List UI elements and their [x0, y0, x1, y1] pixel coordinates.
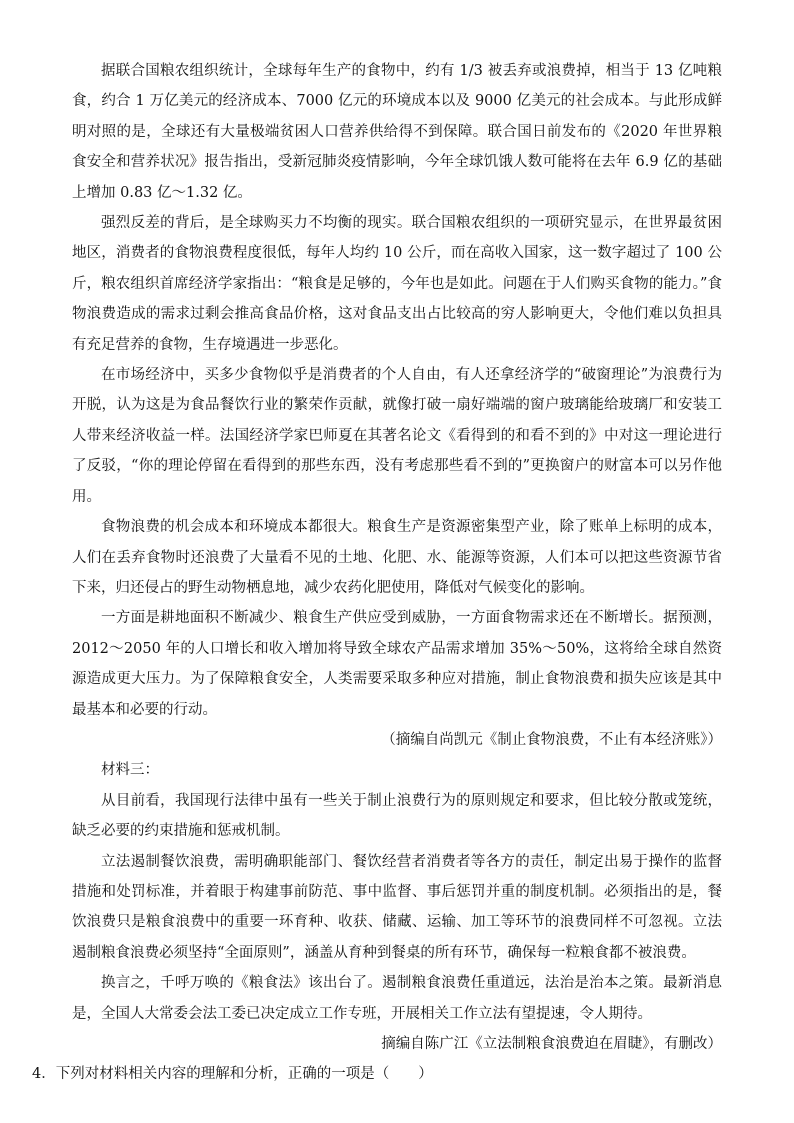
- paragraph: 食物浪费的机会成本和环境成本都很大。粮食生产是资源密集型产业，除了账单上标明的成本，人们在丢弃食物时还浪费了大量看不见的土地、化肥、水、能源等资源，人们本可以把这些资源节省下来，归还侵占的野生动物栖息地，减少农药化肥使用，降低对气候变化的影响。: [72, 519, 722, 596]
- section-label: 材料三：: [101, 762, 159, 779]
- paragraph: 据联合国粮农组织统计，全球每年生产的食物中，约有 1/3 被丢弃或浪费掉，相当于 13 亿吨粮食，约合 1 万亿美元的经济成本、7000 亿元的环境成本以及 9000 亿美元的社会成本。与此形成鲜明对照的是，全球还有大量极端贫困人口营养供给得不到保障。联合国日前发布的《2020 年世界粮食安全和营养状况》报告指出，受新冠肺炎疫情影响，今年全球饥饿人数可能将在去年 6.9 亿的基础上增加 0.83 亿～1.32 亿。: [72, 63, 722, 201]
- document-body: [32, 56, 722, 1090]
- question-stem: 4．下列对材料相关内容的理解和分析，正确的一项是（ ）: [32, 1066, 433, 1083]
- source-citation: （摘编自尚凯元《制止食物浪费，不止有本经济账》）: [381, 731, 722, 748]
- paragraph: 在市场经济中，买多少食物似乎是消费者的个人自由，有人还拿经济学的“破窗理论”为浪费行为开脱，认为这是为食品餐饮行业的繁荣作贡献，就像打破一扇好端端的窗户玻璃能给玻璃厂和安装工人带来经济收益一样。法国经济学家巴师夏在其著名论文《看得到的和看不到的》中对这一理论进行了反驳，“你的理论停留在看得到的那些东西，没有考虑那些看不到的”更换窗户的财富本可以另作他用。: [72, 367, 722, 505]
- paragraph: 立法遏制餐饮浪费，需明确职能部门、餐饮经营者消费者等各方的责任，制定出易于操作的监督措施和处罚标准，并着眼于构建事前防范、事中监督、事后惩罚并重的制度机制。必须指出的是，餐饮浪费只是粮食浪费中的重要一环育种、收获、储藏、运输、加工等环节的浪费同样不可忽视。立法遏制粮食浪费必须坚持“全面原则”，涵盖从育种到餐桌的所有环节，确保每一粒粮食都不被浪费。: [72, 853, 722, 961]
- source-citation: 摘编自陈广江《立法制粮食浪费迫在眉睫》，有删改）: [381, 1036, 722, 1052]
- paragraph: 换言之，千呼万唤的《粮食法》该出台了。遏制粮食浪费任重道远，法治是治本之策。最新消息是，全国人大常委会法工委已决定成立工作专班，开展相关工作立法有望提速，令人期待。: [72, 975, 722, 1022]
- paragraph: 一方面是耕地面积不断减少、粮食生产供应受到威胁，一方面食物需求还在不断增长。据预测，2012～2050 年的人口增长和收入增加将导致全球农产品需求增加 35%～50%，这将给全球自然资源造成更大压力。为了保障粮食安全，人类需要采取多种应对措施，制止食物浪费和损失应该是其中最基本和必要的行动。: [72, 610, 722, 718]
- paragraph: 强烈反差的背后，是全球购买力不均衡的现实。联合国粮农组织的一项研究显示，在世界最贫困地区，消费者的食物浪费程度很低，每年人均约 10 公斤，而在高收入国家，这一数字超过了 100 公斤，粮农组织首席经济学家指出：“粮食是足够的，今年也是如此。问题在于人们购买食物的能力。”食物浪费造成的需求过剩会推高食品价格，这对食品支出占比较高的穷人影响更大，令他们难以负担具有充足营养的食物，生存境遇进一步恶化。: [72, 215, 722, 353]
- paragraph: 从目前看，我国现行法律中虽有一些关于制止浪费行为的原则规定和要求，但比较分散或笼统，缺乏必要的约束措施和惩戒机制。: [72, 792, 722, 840]
